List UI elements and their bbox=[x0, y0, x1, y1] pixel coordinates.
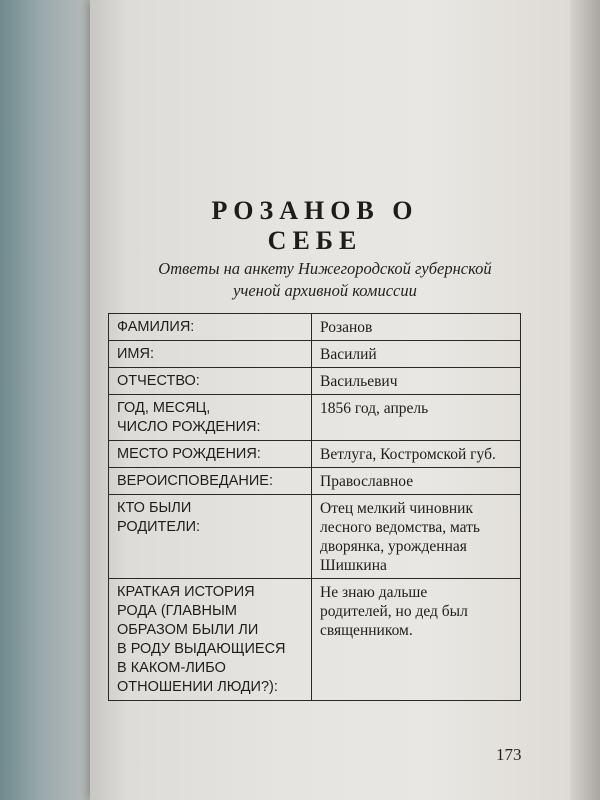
question-cell: ФАМИЛИЯ: bbox=[109, 314, 312, 341]
answer-cell: Васильевич bbox=[312, 368, 521, 395]
question-cell: МЕСТО РОЖДЕНИЯ: bbox=[109, 441, 312, 468]
page-right-edge bbox=[570, 0, 600, 800]
answer-cell: Ветлуга, Костромской губ. bbox=[312, 441, 521, 468]
question-cell: КРАТКАЯ ИСТОРИЯ РОДА (ГЛАВНЫМ ОБРАЗОМ БЫЛИ ЛИ В РОДУ ВЫДАЮЩИЕСЯ В КАКОМ-ЛИБО ОТНОШЕНИИ ЛЮДИ?): bbox=[109, 579, 312, 701]
answer-cell: Розанов bbox=[312, 314, 521, 341]
table-row bbox=[109, 441, 521, 468]
answer-cell: Православное bbox=[312, 468, 521, 495]
answer-cell: Отец мелкий чиновник лесного ведомства, мать дворянка, урожденная Шишкина bbox=[312, 495, 521, 579]
table-row bbox=[109, 314, 521, 341]
page-number: 173 bbox=[496, 745, 522, 764]
question-cell: ВЕРОИСПОВЕДАНИЕ: bbox=[109, 468, 312, 495]
facing-page-edge bbox=[0, 0, 92, 800]
question-cell: КТО БЫЛИ РОДИТЕЛИ: bbox=[109, 495, 312, 579]
questionnaire-table bbox=[108, 313, 521, 701]
subtitle-line-2: ученой архивной комиссии bbox=[233, 281, 417, 300]
answer-cell: 1856 год, апрель bbox=[312, 395, 521, 441]
chapter-subtitle bbox=[130, 258, 520, 302]
answer-cell: Не знаю дальше родителей, но дед был священником. bbox=[312, 579, 521, 701]
table-row bbox=[109, 368, 521, 395]
chapter-title: РОЗАНОВ О СЕБЕ bbox=[211, 196, 419, 255]
subtitle-line-1: Ответы на анкету Нижегородской губернской bbox=[158, 259, 492, 278]
table-row bbox=[109, 395, 521, 441]
table-row bbox=[109, 495, 521, 579]
table-row bbox=[109, 341, 521, 368]
question-cell: ИМЯ: bbox=[109, 341, 312, 368]
table-row bbox=[109, 579, 521, 701]
answer-cell: Василий bbox=[312, 341, 521, 368]
question-cell: ОТЧЕСТВО: bbox=[109, 368, 312, 395]
question-cell: ГОД, МЕСЯЦ, ЧИСЛО РОЖДЕНИЯ: bbox=[109, 395, 312, 441]
table-row bbox=[109, 468, 521, 495]
